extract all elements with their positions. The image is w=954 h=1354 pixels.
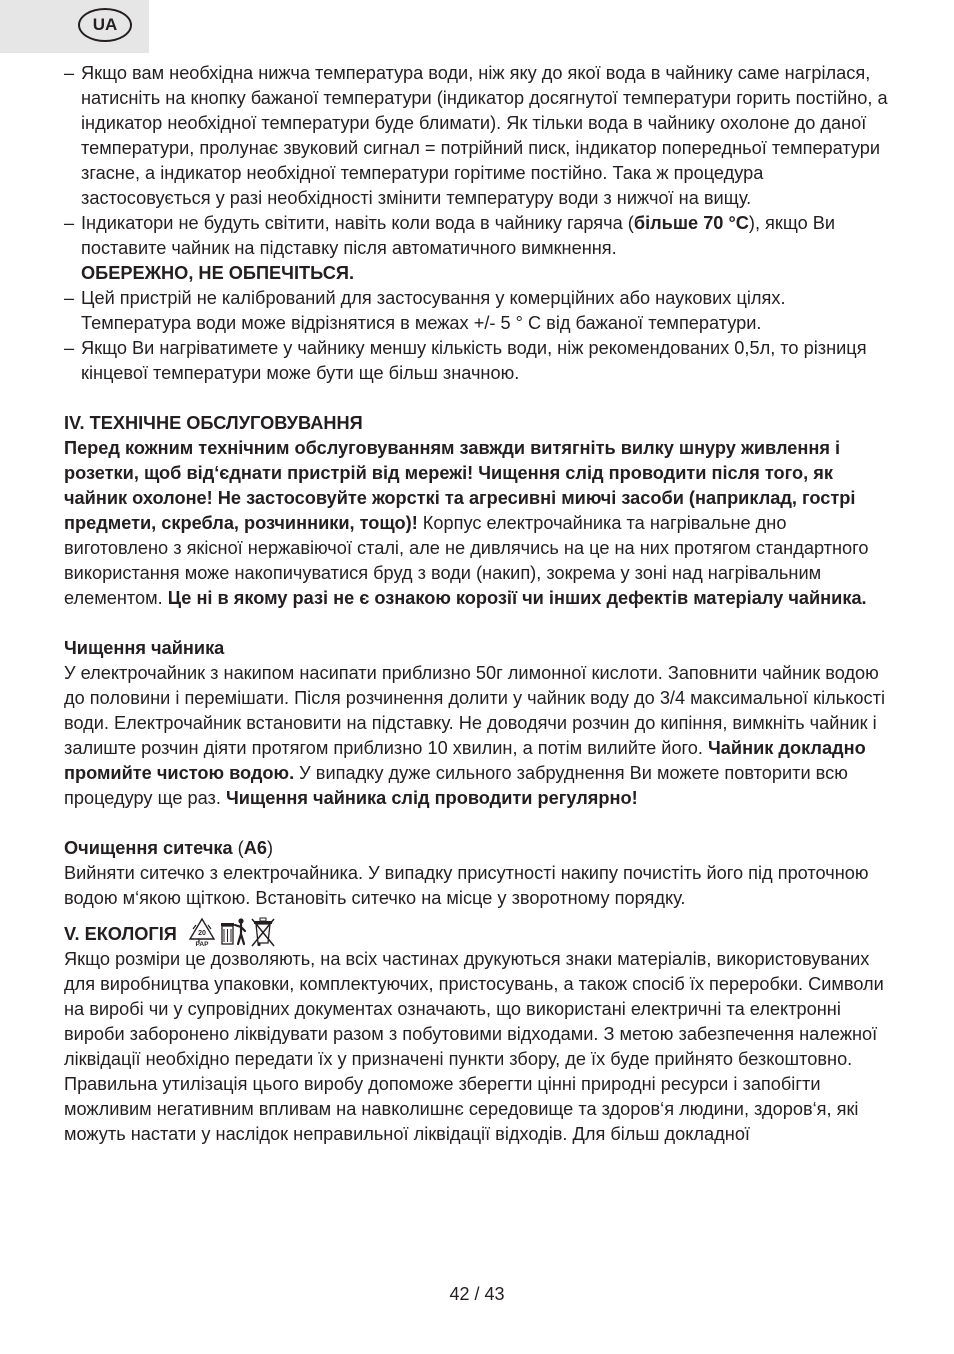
svg-text:20: 20 [197,930,206,937]
page-content [64,61,894,1147]
ecology-heading-row [64,915,894,947]
filter-cleaning-heading: Очищення ситечка (A6) [64,838,274,858]
tidyman-bin-icon [220,917,248,947]
list-item: – Якщо Ви нагріватимете у чайнику меншу кількість води, ніж рекомендованих 0,5л, то різниця кінцевої температури може бути ще більш значною. [64,336,894,386]
kettle-cleaning-paragraph: У електрочайник з накипом насипати приблизно 50г лимонної кислоти. Заповнити чайник водою до половини і перемішати. Після розчинення долити у чайник воду до 3/4 максимальної кількості води. Електрочайник встановити на підставку. Не доводячи розчин до кипіння, вимкніть чайник і залиште розчин діяти протягом приблизно 10 хвилин, а потім вилийте його. Чайник докладно промийте чистою водою. У випадку дуже сильного забруднення Ви можете повторити всю процедуру ще раз. Чищення чайника слід проводити регулярно! [64,663,885,808]
maintenance-paragraph: Перед кожним технічним обслуговуванням завжди витягніть вилку шнуру живлення і розетки, щоб від‘єднати пристрій від мережі! Чищення слід проводити після того, як чайник охолоне! Не застосовуйте жорсткі та агресивні миючі засоби (наприклад, гострі предмети, скребла, розчинники, тощо)! Корпус електрочайника та нагрівальне дно виготовлено з якісної нержавіючої сталі, але не дивлячись на це на них протягом стандартного використання може накопичуватися бруд з води (накип), зокрема у зоні над нагрівальним елементом. Це ні в якому разі не є ознакою корозії чи інших дефектів матеріалу чайника. [64,438,869,608]
kettle-cleaning-heading: Чищення чайника [64,638,225,658]
ecology-icons [187,917,275,947]
filter-cleaning-paragraph: Вийняти ситечко з електрочайника. У випадку присутності накипу почистіть його під проточною водою м‘якою щіткою. Встановіть ситечко на місце у зворотному порядку. [64,863,869,908]
recycle-pap-icon [187,917,217,947]
list-item: – Індикатори не будуть світити, навіть коли вода в чайнику гаряча (більше 70 °C), якщо Ви поставите чайник на підставку після автоматичного вимкнення. ОБЕРЕЖНО, НЕ ОБПЕЧІТЬСЯ. [64,211,894,286]
maintenance-heading: IV. ТЕХНІЧНЕ ОБСЛУГОВУВАННЯ [64,413,363,433]
svg-text:PAP: PAP [195,941,209,947]
ecology-paragraph: Якщо розміри це дозволяють, на всіх частинах друкуються знаки матеріалів, використовуваних для виробництва упаковки, комплектуючих, пристосувань, а також спосіб їх переробки. Символи на виробі чи у супровідних документах означають, що використані електричні та електронні вироби заборонено ліквідувати разом з побутовими відходами. З метою забезпечення належної ліквідації необхідно передати їх у призначені пункти збору, де їх буде прийнято безкоштовно. Правильна утилізація цього виробу допоможе зберегти цінні природні ресурси і запобігти можливим негативним впливам на навколишнє середовище та здоров‘я людини, здоров‘я, які можуть настати у наслідок неправильної ліквідації відходів. Для більш докладної [64,949,884,1144]
burn-warning: ОБЕРЕЖНО, НЕ ОБПЕЧІТЬСЯ. [81,263,354,283]
page-number: 42 / 43 [449,1284,505,1304]
language-badge: UA [78,8,132,42]
list-item: – Якщо вам необхідна нижча температура води, ніж яку до якої вода в чайнику саме нагрілася, натисніть на кнопку бажаної температури (індикатор досягнутої температури горить постійно, а індикатор необхідної температури буде блимати). Як тільки вода в чайнику охолоне до даної температури, пролунає звуковий сигнал = потрійний писк, індикатор попередньої температури згасне, а індикатор необхідної температури горітиме постійно. Така ж процедура застосовується у разі необхідності змінити температуру води з нижчої на вищу. [64,61,894,211]
list-item: – Цей пристрій не калібрований для застосування у комерційних або наукових цілях. Температура води може відрізнятися в межах +/- 5 ° C від бажаної температури. [64,286,894,336]
crossed-bin-weee-icon [251,917,275,947]
ecology-heading: V. ЕКОЛОГІЯ [64,924,177,944]
intro-bullet-list [64,61,894,386]
